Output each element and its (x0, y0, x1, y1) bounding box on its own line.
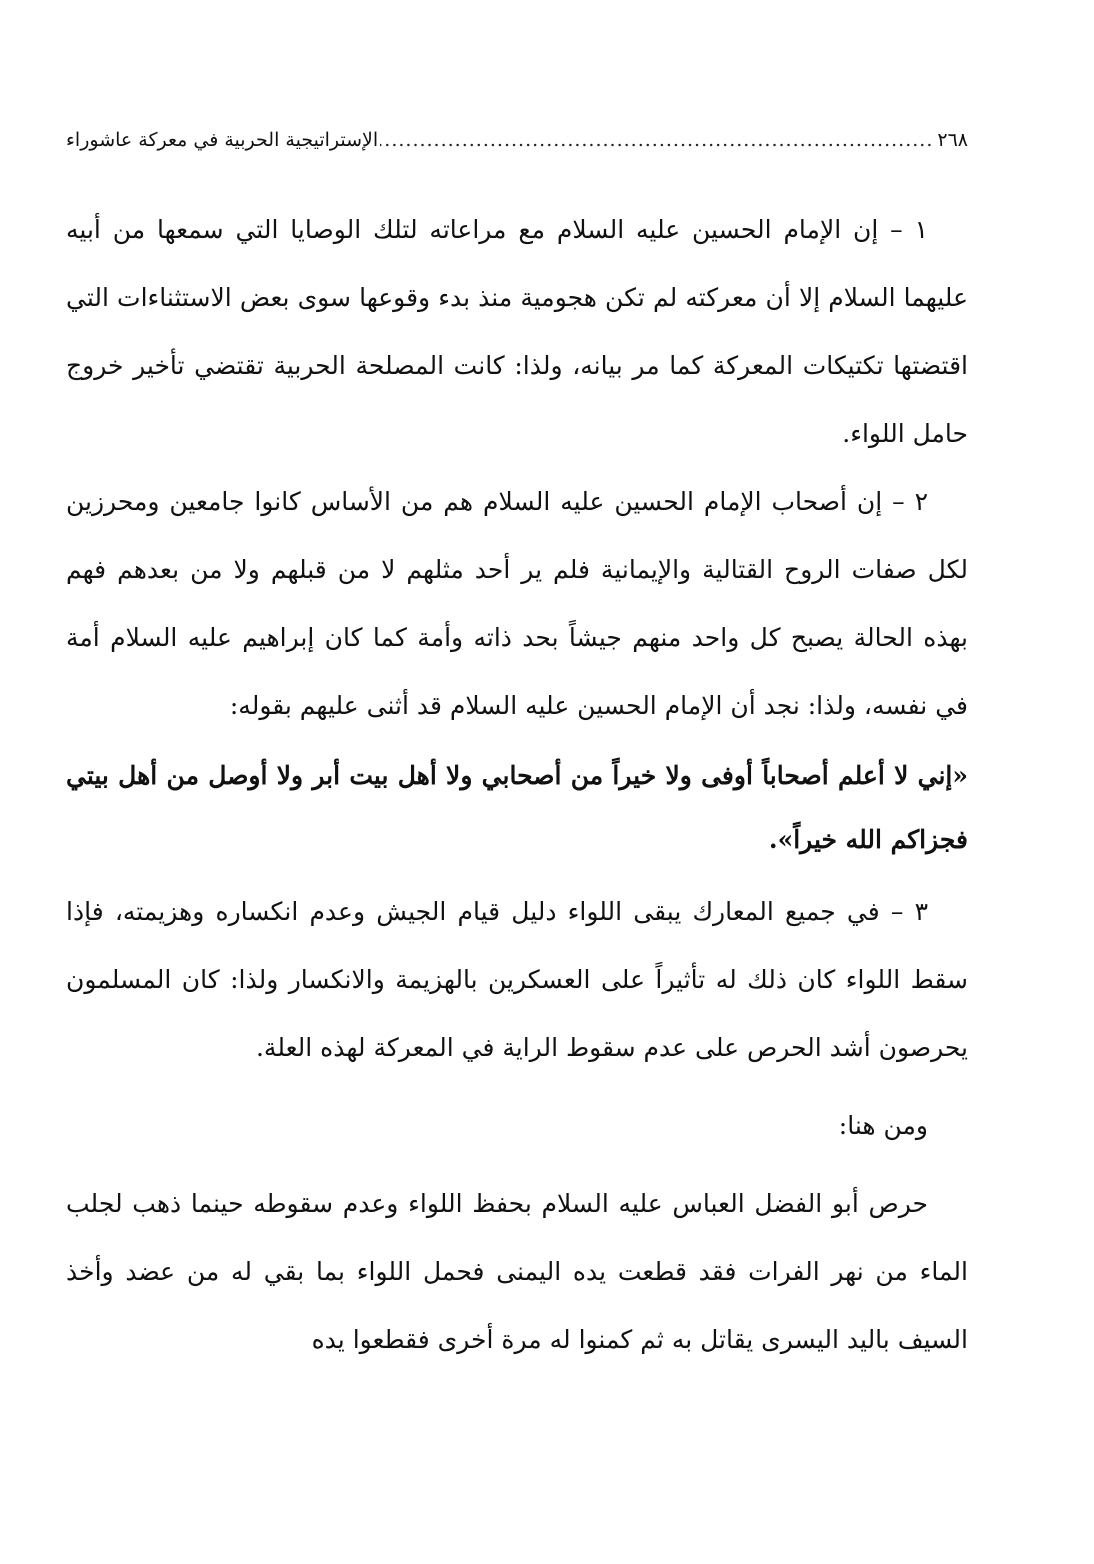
page-body (66, 196, 968, 1374)
paragraph-3: ٣ – في جميع المعارك يبقى اللواء دليل قيام الجيش وعدم انكساره وهزيمته، فإذا سقط اللواء كان ذلك له تأثيراً على العسكرين بالهزيمة والانكسار ولذا: كان المسلمون يحرصون أشد الحرص على عدم سقوط الراية في المعركة لهذه العلة. (66, 897, 968, 1062)
paragraph-2: ٢ – إن أصحاب الإمام الحسين عليه السلام هم من الأساس كانوا جامعين ومحرزين لكل صفات الروح القتالية والإيمانية فلم ير أحد مثلهم لا من قبلهم ولا من بعدهم فهم بهذه الحالة يصبح كل واحد منهم جيشاً بحد ذاته وأمة كما كان إبراهيم عليه السلام أمة في نفسه، ولذا: نجد أن الإمام الحسين عليه السلام قد أثنى عليهم بقوله: (66, 487, 968, 720)
page-number: ٢٦٨ (937, 129, 968, 151)
quote-block: «إني لا أعلم أصحاباً أوفى ولا خيراً من أصحابي ولا أهل بيت أبر ولا أوصل من أهل بيتي فجزاكم الله خيراً». (66, 761, 968, 854)
leader-dots (380, 126, 933, 154)
paragraph-5: حرص أبو الفضل العباس عليه السلام بحفظ اللواء وعدم سقوطه حينما ذهب لجلب الماء من نهر الفرات فقد قطعت يده اليمنى فحمل اللواء بما بقي له من عضد وأخذ السيف باليد اليسرى يقاتل به ثم كمنوا له مرة أخرى فقطعوا يده (66, 1189, 968, 1354)
running-header (66, 126, 968, 154)
paragraph-1: ١ – إن الإمام الحسين عليه السلام مع مراعاته لتلك الوصايا التي سمعها من أبيه عليهما السلام إلا أن معركته لم تكن هجومية منذ بدء وقوعها سوى بعض الاستثناءات التي اقتضتها تكتيكات المعركة كما مر بيانه، ولذا: كانت المصلحة الحربية تقتضي تأخير خروج حامل اللواء. (66, 215, 968, 448)
book-page (66, 0, 968, 1564)
paragraph-4: ومن هنا: (838, 1111, 928, 1140)
book-title: الإستراتيجية الحربية في معركة عاشوراء (66, 129, 379, 151)
